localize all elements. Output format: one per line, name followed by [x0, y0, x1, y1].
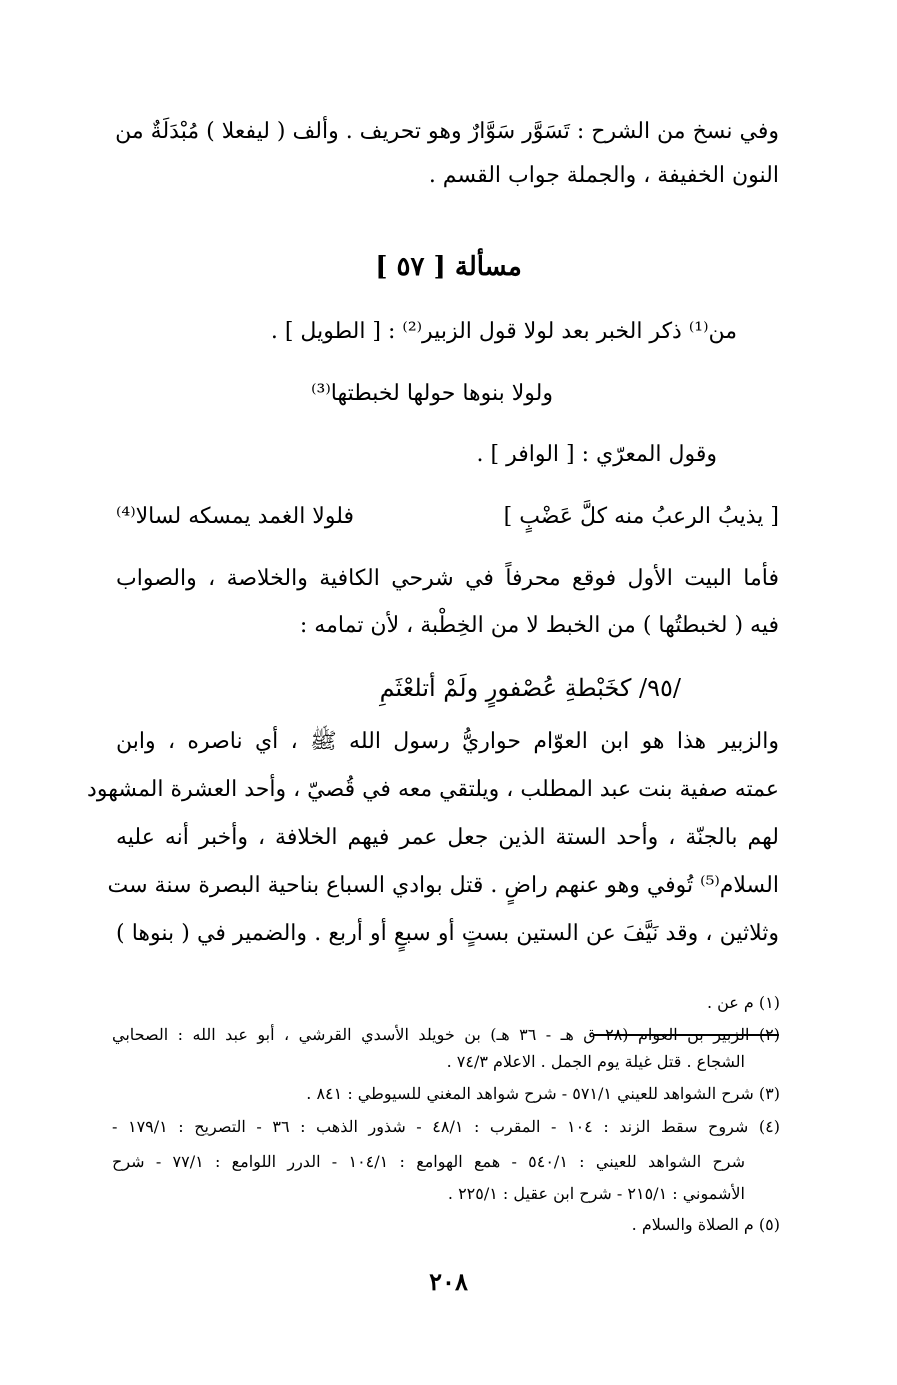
footnote-4-line-2: شرح الشواهد للعيني : ٥٤٠/١ - همع الهوامع : ١٠٤/١ - الدرر اللوامع : ٧٧/١ - شرح: [112, 1152, 745, 1171]
paragraph-2-line-2: عمته صفية بنت عبد المطلب ، ويلتقي معه في قُصيّ ، وأحد العشرة المشهود: [87, 777, 779, 802]
topic-line: من⁽¹⁾ ذكر الخبر بعد لولا قول الزبير⁽²⁾ : [ الطويل ] .: [270, 319, 737, 344]
footnote-4-line-3: الأشموني : ٢١٥/١ - شرح ابن عقيل : ٢٢٥/١ .: [447, 1184, 745, 1203]
verse-2-first-hemistich: [ يذيبُ الرعبُ منه كلَّ عَضْبٍ ]: [503, 504, 779, 529]
paragraph-1-line-1: فأما البيت الأول فوقع محرفاً في شرحي الكافية والخلاصة ، والصواب: [116, 566, 779, 591]
verse-1: ولولا بنوها حولها لخبطتها⁽³⁾: [311, 381, 553, 406]
page-number: ٢٠٨: [429, 1267, 468, 1296]
paragraph-2-line-5: وثلاثين ، وقد نَيَّفَ عن الستين بستٍ أو سبعٍ أو أربع . والضمير في ( بنوها ): [116, 921, 779, 946]
verse-2: [116, 503, 779, 531]
footnote-2-line-1: (٢) الزبير بن العوام (٢٨ ق هـ - ٣٦ هـ) بن خويلد الأسدي القرشي ، أبو عبد الله : الصحابي: [112, 1025, 781, 1044]
footnote-4-line-1: (٤) شروح سقط الزند : ١٠٤ - المقرب : ٤٨/١ - شذور الذهب : ٣٦ - التصريح : ١٧٩/١ -: [112, 1117, 780, 1136]
intro-line-2: النون الخفيفة ، والجملة جواب القسم .: [428, 163, 779, 188]
intro-line-1: وفي نسخ من الشرح : تَسَوَّر سَوَّارٌ وهو تحريف . وألف ( ليفعلا ) مُبْدَلَةٌ من: [115, 119, 779, 144]
footnote-2-line-2: الشجاع . قتل غيلة يوم الجمل . الاعلام ٧٤/٣ .: [446, 1052, 745, 1071]
footnote-5: (٥) م الصلاة والسلام .: [631, 1215, 780, 1234]
paragraph-1-line-2: فيه ( لخبطتُها ) من الخبط لا من الخِطْبة ، لأن تمامه :: [299, 613, 779, 638]
paragraph-2-line-1: والزبير هذا هو ابن العوّام حواريُّ رسول الله ﷺ ، أي ناصره ، وابن: [116, 729, 779, 754]
paragraph-2-line-3: لهم بالجنّة ، وأحد الستة الذين جعل عمر فيهم الخلافة ، وأخبر أنه عليه: [116, 825, 779, 850]
verse-3: /٩٥/ كخَبْطةِ عُصْفورٍ ولَمْ أتلعْثَمِ: [379, 674, 681, 702]
footnote-1: (١) م عن .: [706, 993, 780, 1012]
paragraph-2-line-4: السلام⁽⁵⁾ تُوفي وهو عنهم راضٍ . قتل بوادي السباع بناحية البصرة سنة ست: [107, 873, 779, 898]
section-heading: مسألة [ ٥٧ ]: [375, 252, 522, 282]
verse-2-second-hemistich: فلولا الغمد يمسكه لسالا⁽⁴⁾: [116, 504, 355, 529]
maarri-line: وقول المعرّي : [ الوافر ] .: [476, 442, 717, 467]
footnote-3: (٣) شرح الشواهد للعيني ٥٧١/١ - شرح شواهد المغني للسيوطي : ٨٤١ .: [306, 1084, 780, 1103]
